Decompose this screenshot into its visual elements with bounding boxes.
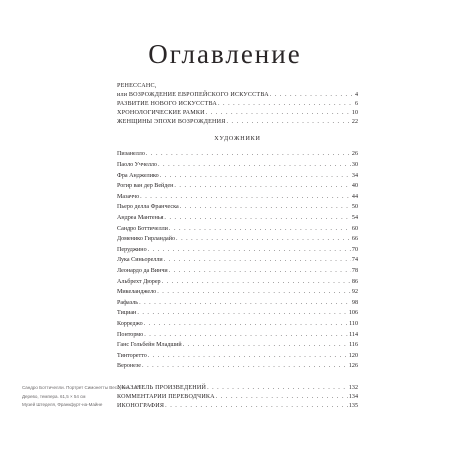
toc-entry-label: Сандро Боттичелли — [117, 225, 168, 232]
toc-entry-page: 54 — [351, 215, 358, 221]
leader-dots — [270, 91, 354, 100]
toc-entry-label-line: или ВОЗРОЖДЕНИЕ ЕВРОПЕЙСКОГО ИСКУССТВА — [117, 91, 269, 98]
toc-entry-label: Веронезе — [117, 363, 142, 370]
toc-entry-page: 110 — [349, 320, 358, 327]
artist-entry[interactable] — [117, 181, 358, 192]
page-title: Оглавление — [148, 39, 302, 69]
toc-entry-page: 92 — [351, 289, 358, 296]
toc-entry-chronology[interactable] — [117, 109, 358, 118]
toc-entry-page: 4 — [354, 91, 358, 98]
toc-entry-women[interactable] — [117, 118, 358, 127]
toc-entry-page: 74 — [351, 257, 358, 264]
table-of-contents — [117, 82, 358, 411]
artist-entry[interactable] — [117, 192, 358, 203]
artist-entry[interactable] — [117, 224, 358, 235]
leader-dots — [139, 298, 351, 309]
toc-entry-label: Пьеро делла Франческа — [117, 204, 179, 211]
artist-entry[interactable] — [117, 149, 358, 160]
leader-dots — [226, 118, 350, 127]
leader-dots — [142, 361, 348, 372]
toc-entry-page: 40 — [351, 183, 358, 190]
toc-entry-label: РАЗВИТИЕ НОВОГО ИСКУССТВА — [117, 100, 217, 107]
toc-entry-label: Понтормо — [117, 331, 144, 338]
caption-line: Дерево, темпера. 61,5 × 54 см — [22, 393, 86, 399]
artist-entry[interactable] — [117, 298, 358, 309]
artist-entry[interactable] — [117, 255, 358, 266]
toc-entry-label: Доменико Гирландайо — [117, 236, 176, 243]
toc-entry-page: 86 — [351, 278, 358, 285]
toc-entry-label — [117, 82, 269, 100]
artist-entry[interactable] — [117, 234, 358, 245]
toc-entry-label: Паоло Уччелло — [117, 162, 157, 169]
leader-dots — [216, 393, 348, 402]
artists-heading: ХУДОЖНИКИ — [214, 135, 261, 142]
leader-dots — [148, 351, 348, 362]
artist-entry[interactable] — [117, 213, 358, 224]
toc-entry-page: 10 — [351, 109, 358, 116]
leader-dots — [146, 149, 351, 160]
leader-dots — [176, 234, 351, 245]
leader-dots — [144, 330, 348, 341]
toc-entry-page: 70 — [351, 246, 358, 253]
leader-dots — [144, 319, 348, 330]
leader-dots — [162, 277, 351, 288]
toc-entry-label: ИКОНОГРАФИЯ — [117, 402, 165, 409]
toc-entry-label: УКАЗАТЕЛЬ ПРОИЗВЕДЕНИЙ — [117, 384, 207, 391]
toc-entry-label: Мазаччо — [117, 193, 140, 200]
toc-entry-label: Андреа Мантенья — [117, 215, 164, 221]
toc-entry-label: Микеланджело — [117, 289, 157, 296]
artist-entry[interactable] — [117, 340, 358, 351]
toc-entry-label: ХРОНОЛОГИЧЕСКИЕ РАМКИ — [117, 109, 205, 116]
artist-entry[interactable] — [117, 245, 358, 256]
artists-list — [117, 149, 358, 371]
toc-entry-label: Ганс Гольбейн Младший — [117, 342, 182, 349]
toc-entry-label: Рафаэль — [117, 299, 139, 306]
leader-dots — [218, 100, 354, 109]
image-caption — [22, 384, 222, 410]
toc-entry-page: 44 — [351, 193, 358, 200]
toc-entry-renaissance[interactable] — [117, 82, 358, 100]
toc-entry-page: 126 — [348, 363, 358, 370]
leader-dots — [206, 109, 351, 118]
toc-entry-page: 66 — [351, 236, 358, 243]
leader-dots — [207, 384, 348, 393]
artist-entry[interactable] — [117, 160, 358, 171]
leader-dots — [148, 245, 351, 256]
leader-dots — [174, 181, 351, 192]
leader-dots — [140, 192, 351, 203]
artist-entry[interactable] — [117, 171, 358, 182]
toc-entry-label: Рогир ван дер Вейден — [117, 183, 174, 190]
toc-entry-label: Леонардо да Винчи — [117, 267, 168, 274]
artist-entry[interactable] — [117, 330, 358, 341]
toc-entry-page: 135 — [348, 402, 358, 409]
toc-entry-page: 22 — [351, 118, 358, 125]
toc-entry-label: Корреджо — [117, 320, 143, 327]
leader-dots — [160, 171, 351, 182]
artist-entry[interactable] — [117, 361, 358, 372]
toc-entry-page: 60 — [351, 225, 358, 232]
toc-entry-page: 134 — [348, 393, 358, 400]
toc-entry-label: Тинторетто — [117, 352, 147, 359]
toc-entry-new-art[interactable] — [117, 100, 358, 109]
toc-entry-page: 34 — [351, 172, 358, 179]
leader-dots — [164, 213, 350, 224]
toc-entry-page: 30 — [351, 162, 358, 169]
toc-entry-label: ЖЕНЩИНЫ ЭПОХИ ВОЗРОЖДЕНИЯ — [117, 118, 226, 125]
toc-entry-page: 6 — [354, 100, 358, 107]
toc-entry-label-line: РЕНЕССАНС, — [117, 83, 157, 89]
artist-entry[interactable] — [117, 287, 358, 298]
artist-entry[interactable] — [117, 351, 358, 362]
leader-dots — [183, 340, 348, 351]
toc-entry-page: 116 — [349, 342, 358, 349]
toc-entry-page: 114 — [349, 331, 358, 338]
leader-dots — [169, 266, 351, 277]
leader-dots — [157, 287, 351, 298]
artist-entry[interactable] — [117, 202, 358, 213]
toc-entry-label: Тициан — [117, 310, 137, 317]
leader-dots — [180, 202, 351, 213]
toc-entry-label: Фра Анджелико — [117, 172, 159, 179]
artist-entry[interactable] — [117, 277, 358, 288]
toc-entry-label: Лука Синьорелли — [117, 257, 163, 264]
toc-entry-page: 98 — [351, 299, 358, 306]
leader-dots — [137, 308, 348, 319]
toc-entry-page: 120 — [348, 352, 358, 359]
artist-entry[interactable] — [117, 308, 358, 319]
toc-entry-page: 50 — [351, 204, 358, 211]
caption-line: Музей Штеделя, Франкфурт-на-Майне — [22, 402, 103, 408]
leader-dots — [158, 160, 351, 171]
toc-entry-label: Перуджино — [117, 246, 147, 253]
leader-dots — [169, 224, 351, 235]
toc-entry-page: 26 — [351, 151, 358, 158]
artist-entry[interactable] — [117, 319, 358, 330]
artist-entry[interactable] — [117, 266, 358, 277]
leader-dots — [164, 255, 351, 266]
sections-list — [117, 82, 358, 127]
caption-line: Сандро Боттичелли. Портрет Симонетты Веспуччи. 1475 — [22, 385, 142, 390]
toc-entry-label: Альбрехт Дюрер — [117, 278, 161, 285]
toc-entry-label: Пизанелло — [117, 151, 145, 158]
toc-entry-label: КОММЕНТАРИИ ПЕРЕВОДЧИКА — [117, 393, 215, 400]
toc-entry-page: 78 — [351, 267, 358, 274]
toc-entry-page: 132 — [348, 384, 358, 391]
toc-entry-page: 106 — [348, 310, 358, 317]
